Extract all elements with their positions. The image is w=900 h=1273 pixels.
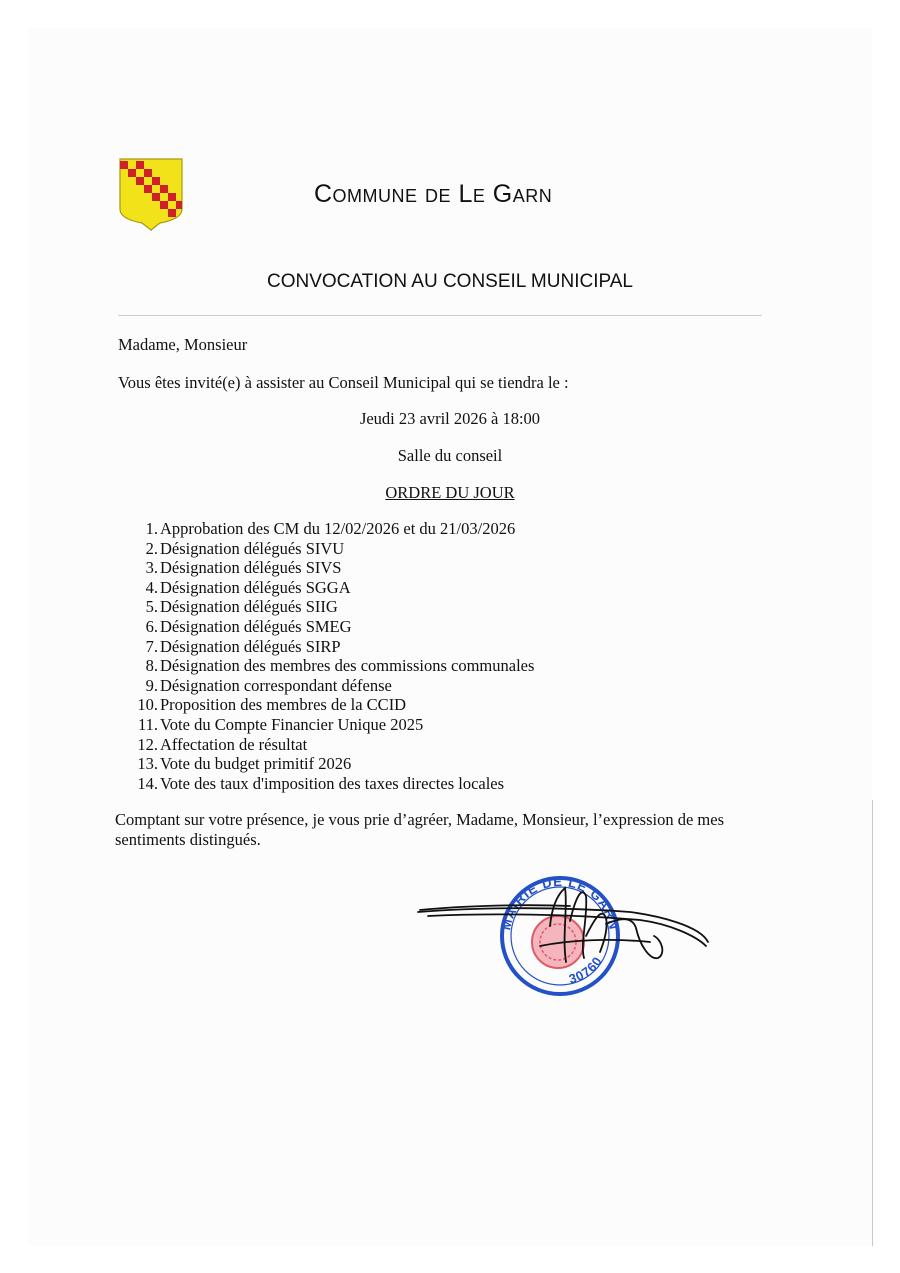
agenda-item-text: Proposition des membres de la CCID <box>160 695 407 715</box>
document-title: CONVOCATION AU CONSEIL MUNICIPAL <box>267 271 633 292</box>
agenda-item <box>118 637 678 657</box>
agenda-item-number: 6. <box>145 616 158 636</box>
agenda-item-number: 12. <box>137 734 158 754</box>
agenda-list <box>118 519 678 793</box>
commune-name: Commune de Le Garn <box>314 180 553 208</box>
meeting-date: Jeudi 23 avril 2026 à 18:00 <box>359 409 541 428</box>
meeting-location: Salle du conseil <box>397 446 503 465</box>
agenda-item-number: 10. <box>137 695 158 715</box>
agenda-item <box>118 617 678 637</box>
agenda-item <box>118 715 678 735</box>
agenda-item-number: 14. <box>137 773 158 793</box>
agenda-heading <box>0 483 900 503</box>
agenda-item <box>118 774 678 794</box>
agenda-item <box>118 558 678 578</box>
agenda-item-text: Désignation délégués SMEG <box>160 616 352 636</box>
coat-of-arms-icon <box>118 157 184 231</box>
agenda-item <box>118 754 678 774</box>
agenda-item <box>118 695 678 715</box>
agenda-item-text: Désignation correspondant défense <box>160 675 392 695</box>
agenda-item-number: 8. <box>145 656 158 676</box>
agenda-item-text: Vote du budget primitif 2026 <box>160 754 352 774</box>
agenda-item-text: Désignation délégués SIRP <box>160 636 341 656</box>
agenda-item <box>118 735 678 755</box>
agenda-item-number: 13. <box>137 754 158 774</box>
scan-edge <box>872 800 873 1246</box>
salutation: Madame, Monsieur <box>118 335 248 354</box>
closing-text: Comptant sur votre présence, je vous prie d’agréer, Madame, Monsieur, l’expression de mes sentiments distingués. <box>115 810 724 849</box>
agenda-item-number: 11. <box>137 714 158 734</box>
agenda-item-text: Affectation de résultat <box>160 734 308 754</box>
agenda-item-text: Vote des taux d'imposition des taxes directes locales <box>160 773 505 793</box>
agenda-item-text: Désignation des membres des commissions communales <box>160 656 535 676</box>
agenda-item-text: Vote du Compte Financier Unique 2025 <box>160 714 424 734</box>
agenda-item <box>118 676 678 696</box>
agenda-item-text: Désignation délégués SIVU <box>160 538 345 558</box>
agenda-item-number: 2. <box>145 538 158 558</box>
official-stamp-signature <box>400 866 720 1006</box>
stamp-seal <box>498 874 622 994</box>
agenda-item-text: Approbation des CM du 12/02/2026 et du 21/03/2026 <box>160 519 516 538</box>
agenda-item-number: 7. <box>145 636 158 656</box>
agenda-item <box>118 578 678 598</box>
agenda-item-number: 5. <box>145 597 158 617</box>
agenda-item-number: 4. <box>145 577 158 597</box>
agenda-heading-text: ORDRE DU JOUR <box>385 483 515 502</box>
title-divider <box>118 315 762 316</box>
agenda-item-text: Désignation délégués SGGA <box>160 577 351 597</box>
agenda-item <box>118 656 678 676</box>
agenda-item-text: Désignation délégués SIIG <box>160 597 338 617</box>
agenda-item-number: 9. <box>145 675 158 695</box>
agenda-item <box>118 519 678 539</box>
agenda-item-text: Désignation délégués SIVS <box>160 558 342 578</box>
agenda-item-number: 1. <box>145 519 158 538</box>
agenda-item <box>118 539 678 559</box>
agenda-item-number: 3. <box>145 558 158 578</box>
stamp-postcode: 30760 <box>567 953 606 987</box>
invitation-text: Vous êtes invité(e) à assister au Conseil Municipal qui se tiendra le : <box>118 373 569 392</box>
agenda-item <box>118 597 678 617</box>
stamp-text: MAIRIE DE LE GARN <box>498 873 622 932</box>
